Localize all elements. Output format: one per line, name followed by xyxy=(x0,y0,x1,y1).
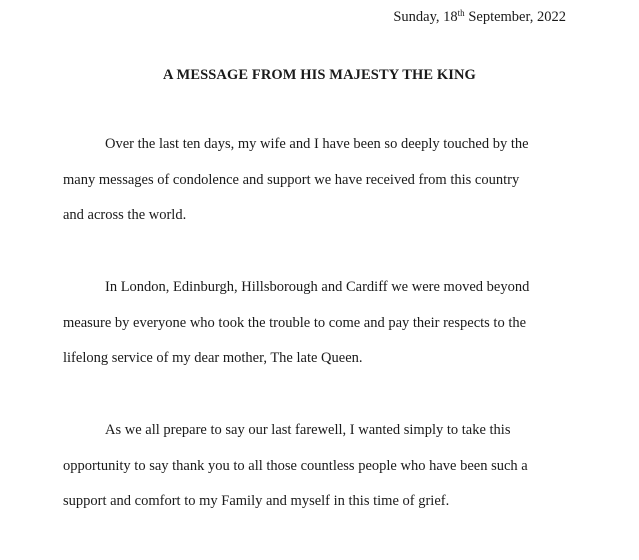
paragraph-line: measure by everyone who took the trouble to come and pay their respects to the xyxy=(63,314,527,331)
paragraph-2 xyxy=(63,278,563,385)
paragraph-line: support and comfort to my Family and myself in this time of grief. xyxy=(63,493,450,509)
paragraph-3 xyxy=(63,421,563,528)
paragraph-line: lifelong service of my dear mother, The late Queen. xyxy=(63,350,363,366)
paragraph-line: many messages of condolence and support we have received from this country xyxy=(63,171,520,188)
paragraph-line: and across the world. xyxy=(63,207,187,223)
paragraph-line: opportunity to say thank you to all those countless people who have been such a xyxy=(63,457,528,474)
letter-title: A MESSAGE FROM HIS MAJESTY THE KING xyxy=(163,67,476,83)
date-month-year: September, 2022 xyxy=(464,9,566,25)
paragraph-line: As we all prepare to say our last farewell, I wanted simply to take this xyxy=(105,422,511,438)
paragraph-line: In London, Edinburgh, Hillsborough and Cardiff we were moved beyond xyxy=(105,279,530,295)
date-day: Sunday, 18 xyxy=(393,9,458,25)
letter-date xyxy=(393,9,566,26)
paragraph-1 xyxy=(63,135,563,242)
date-ordinal-suffix: th xyxy=(457,8,465,18)
paragraph-line: Over the last ten days, my wife and I have been so deeply touched by the xyxy=(105,136,529,152)
